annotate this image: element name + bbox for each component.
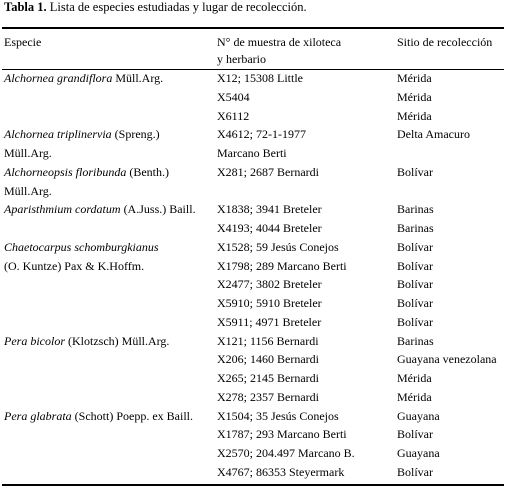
species-name-italic: Alchornea grandiflora	[4, 71, 113, 85]
row-sample: X6112	[217, 109, 250, 123]
row-sample: X4193; 4044 Breteler	[217, 221, 322, 235]
row-species	[4, 71, 163, 86]
row-site: Barinas	[397, 202, 434, 216]
row-sample: Marcano Berti	[217, 146, 287, 160]
species-authority: (A.Juss.) Baill.	[120, 202, 196, 216]
table-top-rule	[2, 27, 504, 29]
row-site: Barinas	[397, 334, 434, 348]
row-sample: X5910; 5910 Breteler	[217, 296, 322, 310]
species-authority: Müll.Arg.	[4, 184, 52, 198]
species-name-italic: Pera bicolor	[4, 334, 65, 348]
row-site: Bolívar	[397, 277, 433, 291]
species-authority: (O. Kuntze) Pax & K.Hoffm.	[4, 259, 145, 273]
row-sample: X4767; 86353 Steyermark	[217, 465, 345, 479]
row-species	[4, 334, 169, 349]
header-site: Sitio de recolección	[397, 35, 493, 49]
row-sample: X206; 1460 Bernardi	[217, 352, 319, 366]
row-site: Mérida	[397, 71, 432, 85]
table-caption	[4, 0, 307, 14]
table-caption-label: Tabla 1.	[4, 0, 47, 14]
row-site: Delta Amacuro	[397, 127, 470, 141]
row-sample: X2477; 3802 Breteler	[217, 277, 322, 291]
row-site: Mérida	[397, 371, 432, 385]
header-rule	[2, 69, 504, 70]
row-species	[4, 165, 169, 180]
row-sample: X1504; 35 Jesús Conejos	[217, 409, 339, 423]
row-sample: X5404	[217, 90, 250, 104]
species-authority: (Klotzsch) Müll.Arg.	[65, 334, 170, 348]
header-sample-line2: y herbario	[217, 52, 266, 66]
row-site: Guayana venezolana	[397, 352, 497, 366]
species-name-italic: Pera glabrata	[4, 409, 72, 423]
row-species	[4, 146, 52, 161]
species-name-italic: Aparisthmium cordatum	[4, 202, 121, 216]
row-species	[4, 127, 160, 142]
species-authority: (Benth.)	[126, 165, 169, 179]
row-site: Bolívar	[397, 427, 433, 441]
row-sample: X121; 1156 Bernardi	[217, 334, 319, 348]
row-site: Mérida	[397, 90, 432, 104]
species-authority: Müll.Arg.	[112, 71, 164, 85]
row-sample: X265; 2145 Bernardi	[217, 371, 319, 385]
row-sample: X1798; 289 Marcano Berti	[217, 259, 347, 273]
row-site: Mérida	[397, 390, 432, 404]
row-sample: X2570; 204.497 Marcano B.	[217, 446, 355, 460]
row-site: Barinas	[397, 221, 434, 235]
row-sample: X281; 2687 Bernardi	[217, 165, 319, 179]
header-species: Especie	[4, 35, 42, 49]
row-site: Bolívar	[397, 240, 433, 254]
row-sample: X1787; 293 Marcano Berti	[217, 427, 347, 441]
row-site: Bolívar	[397, 165, 433, 179]
row-species	[4, 184, 52, 199]
row-species	[4, 259, 144, 274]
row-site: Bolívar	[397, 315, 433, 329]
row-site: Bolívar	[397, 296, 433, 310]
row-sample: X1838; 3941 Breteler	[217, 202, 322, 216]
row-site: Guayana	[397, 409, 440, 423]
species-authority: (Schott) Poepp. ex Baill.	[71, 409, 193, 423]
row-sample: X4612; 72-1-1977	[217, 127, 306, 141]
table-caption-text: Lista de especies estudiadas y lugar de recolección.	[46, 0, 307, 14]
row-site: Guayana	[397, 446, 440, 460]
row-site: Bolívar	[397, 259, 433, 273]
row-site: Bolívar	[397, 465, 433, 479]
row-sample: X1528; 59 Jesús Conejos	[217, 240, 339, 254]
species-name-italic: Alchornea triplinervia	[4, 127, 112, 141]
header-sample-line1: N° de muestra de xiloteca	[217, 35, 342, 49]
row-sample: X278; 2357 Bernardi	[217, 390, 319, 404]
row-species	[4, 202, 196, 217]
row-species	[4, 240, 159, 255]
species-authority: Müll.Arg.	[4, 146, 52, 160]
species-name-italic: Chaetocarpus schomburgkianus	[4, 240, 159, 254]
row-sample: X12; 15308 Little	[217, 71, 303, 85]
row-sample: X5911; 4971 Breteler	[217, 315, 322, 329]
row-species	[4, 409, 193, 424]
species-name-italic: Alchorneopsis floribunda	[4, 165, 127, 179]
row-site: Mérida	[397, 109, 432, 123]
species-authority: (Spreng.)	[111, 127, 160, 141]
